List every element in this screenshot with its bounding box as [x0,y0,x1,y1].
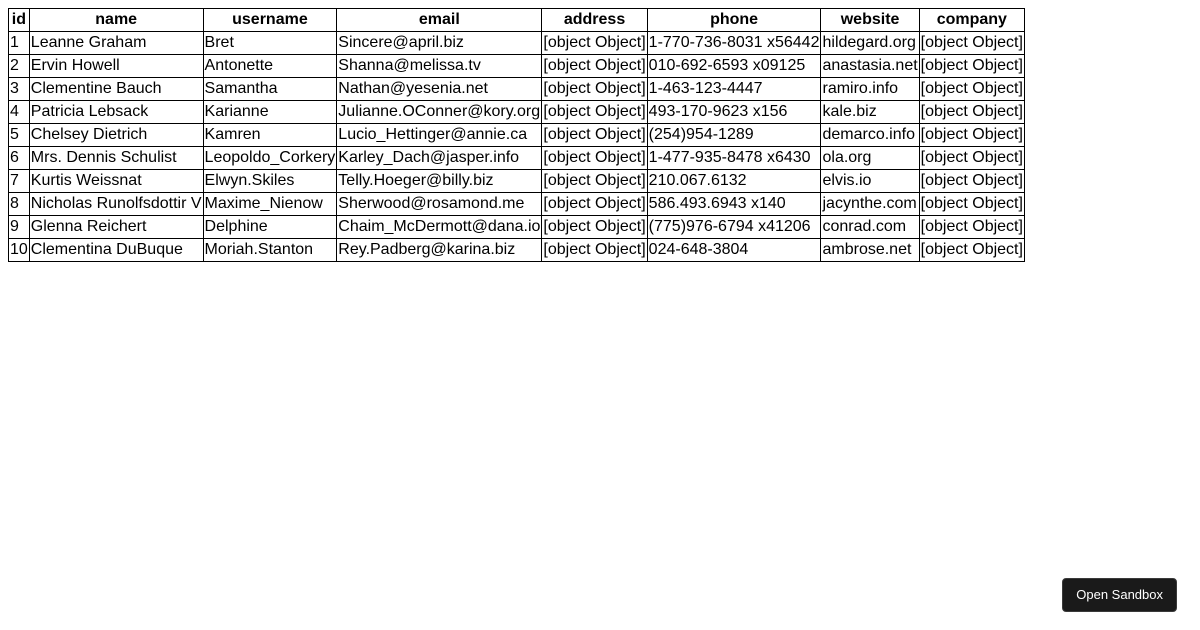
cell-username: Moriah.Stanton [203,239,337,262]
cell-website: elvis.io [821,170,919,193]
table-body [9,32,1025,262]
users-table [8,8,1025,262]
cell-id: 4 [9,101,30,124]
cell-id: 3 [9,78,30,101]
cell-phone: 493-170-9623 x156 [647,101,821,124]
column-header-username: username [203,9,337,32]
cell-phone: (775)976-6794 x41206 [647,216,821,239]
cell-company: [object Object] [919,101,1024,124]
column-header-company: company [919,9,1024,32]
cell-company: [object Object] [919,216,1024,239]
cell-username: Antonette [203,55,337,78]
cell-company: [object Object] [919,32,1024,55]
cell-website: demarco.info [821,124,919,147]
cell-website: ramiro.info [821,78,919,101]
column-header-phone: phone [647,9,821,32]
cell-address: [object Object] [542,55,647,78]
table-row [9,216,1025,239]
cell-name: Nicholas Runolfsdottir V [29,193,203,216]
cell-website: ola.org [821,147,919,170]
cell-company: [object Object] [919,239,1024,262]
cell-phone: 1-477-935-8478 x6430 [647,147,821,170]
cell-phone: 024-648-3804 [647,239,821,262]
cell-name: Leanne Graham [29,32,203,55]
cell-id: 5 [9,124,30,147]
cell-name: Ervin Howell [29,55,203,78]
cell-address: [object Object] [542,124,647,147]
cell-email: Nathan@yesenia.net [337,78,542,101]
table-row [9,147,1025,170]
cell-id: 2 [9,55,30,78]
cell-username: Elwyn.Skiles [203,170,337,193]
cell-email: Telly.Hoeger@billy.biz [337,170,542,193]
cell-address: [object Object] [542,78,647,101]
column-header-address: address [542,9,647,32]
cell-email: Rey.Padberg@karina.biz [337,239,542,262]
cell-email: Karley_Dach@jasper.info [337,147,542,170]
cell-username: Maxime_Nienow [203,193,337,216]
cell-id: 8 [9,193,30,216]
table-row [9,101,1025,124]
cell-id: 6 [9,147,30,170]
cell-username: Kamren [203,124,337,147]
cell-name: Patricia Lebsack [29,101,203,124]
cell-website: conrad.com [821,216,919,239]
open-sandbox-button[interactable]: Open Sandbox [1062,578,1177,612]
table-row [9,55,1025,78]
cell-company: [object Object] [919,124,1024,147]
cell-email: Sincere@april.biz [337,32,542,55]
cell-address: [object Object] [542,101,647,124]
cell-email: Shanna@melissa.tv [337,55,542,78]
cell-address: [object Object] [542,239,647,262]
cell-id: 1 [9,32,30,55]
table-row [9,239,1025,262]
cell-website: ambrose.net [821,239,919,262]
cell-name: Kurtis Weissnat [29,170,203,193]
cell-phone: (254)954-1289 [647,124,821,147]
cell-company: [object Object] [919,147,1024,170]
cell-username: Delphine [203,216,337,239]
cell-name: Clementine Bauch [29,78,203,101]
table-row [9,170,1025,193]
cell-address: [object Object] [542,147,647,170]
column-header-name: name [29,9,203,32]
cell-username: Leopoldo_Corkery [203,147,337,170]
cell-website: kale.biz [821,101,919,124]
cell-phone: 1-770-736-8031 x56442 [647,32,821,55]
cell-username: Bret [203,32,337,55]
cell-email: Sherwood@rosamond.me [337,193,542,216]
cell-address: [object Object] [542,216,647,239]
column-header-id: id [9,9,30,32]
cell-company: [object Object] [919,55,1024,78]
cell-phone: 210.067.6132 [647,170,821,193]
cell-company: [object Object] [919,170,1024,193]
cell-website: jacynthe.com [821,193,919,216]
cell-name: Mrs. Dennis Schulist [29,147,203,170]
cell-email: Chaim_McDermott@dana.io [337,216,542,239]
cell-address: [object Object] [542,32,647,55]
cell-phone: 010-692-6593 x09125 [647,55,821,78]
cell-phone: 1-463-123-4447 [647,78,821,101]
cell-id: 7 [9,170,30,193]
cell-email: Lucio_Hettinger@annie.ca [337,124,542,147]
cell-name: Chelsey Dietrich [29,124,203,147]
cell-email: Julianne.OConner@kory.org [337,101,542,124]
cell-name: Glenna Reichert [29,216,203,239]
table-row [9,124,1025,147]
cell-id: 9 [9,216,30,239]
cell-address: [object Object] [542,170,647,193]
cell-name: Clementina DuBuque [29,239,203,262]
cell-address: [object Object] [542,193,647,216]
table-row [9,32,1025,55]
table-header-row [9,9,1025,32]
table-row [9,78,1025,101]
cell-company: [object Object] [919,193,1024,216]
cell-website: hildegard.org [821,32,919,55]
cell-username: Karianne [203,101,337,124]
column-header-email: email [337,9,542,32]
cell-website: anastasia.net [821,55,919,78]
cell-username: Samantha [203,78,337,101]
users-table-container [8,8,1025,262]
cell-phone: 586.493.6943 x140 [647,193,821,216]
cell-company: [object Object] [919,78,1024,101]
cell-id: 10 [9,239,30,262]
table-header [9,9,1025,32]
table-row [9,193,1025,216]
column-header-website: website [821,9,919,32]
